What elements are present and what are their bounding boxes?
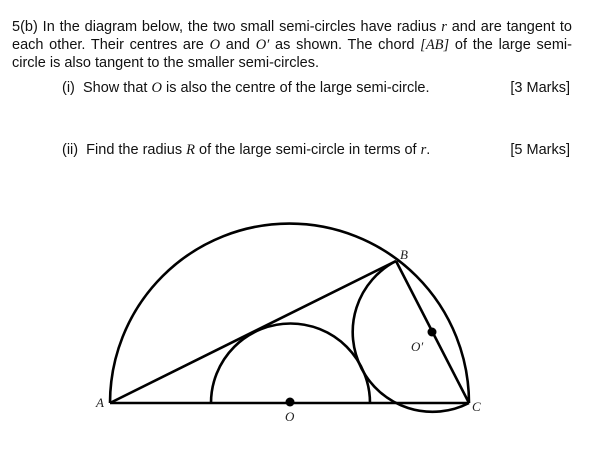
label-a: A bbox=[96, 395, 104, 410]
label-b: B bbox=[400, 247, 408, 262]
symbol-r: r bbox=[441, 19, 447, 35]
intro-text-d: as shown. The chord bbox=[269, 37, 421, 53]
label-o: O bbox=[285, 409, 295, 424]
part-i-text-b: is also the centre of the large semi-circle. bbox=[161, 80, 430, 96]
part-ii-text-b: of the large semi-circle in terms of bbox=[194, 142, 421, 158]
intro-text-b: and are tangent to each other. Their centres are bbox=[12, 19, 572, 53]
label-o-prime: O′ bbox=[411, 339, 424, 354]
part-ii-label: (ii) bbox=[62, 142, 79, 158]
intro-text-e: of the large semi-circle is also tangent to the smaller semi-circles. bbox=[12, 37, 572, 71]
label-c: C bbox=[472, 399, 481, 414]
intro-text-c: and bbox=[220, 37, 256, 53]
part-ii-marks: [5 Marks] bbox=[510, 142, 570, 158]
symbol-o: O bbox=[209, 37, 221, 53]
part-ii-text-a: Find the radius bbox=[86, 142, 187, 158]
symbol-o-prime: O′ bbox=[255, 37, 270, 53]
centre-o-dot bbox=[286, 398, 295, 407]
question-number: 5(b) bbox=[12, 19, 38, 35]
part-ii-text-c: . bbox=[426, 142, 431, 158]
part-i-label: (i) bbox=[62, 80, 75, 96]
part-i-marks: [3 Marks] bbox=[510, 80, 570, 96]
part-ii-symbol-2: r bbox=[420, 142, 427, 158]
symbol-chord-ab: [AB] bbox=[420, 37, 450, 53]
intro-text-a: In the diagram below, the two small semi-circles have radius bbox=[37, 19, 442, 35]
centre-o-prime-dot bbox=[428, 328, 437, 337]
small-semicircle-o bbox=[211, 324, 370, 404]
part-ii-symbol: R bbox=[186, 142, 195, 158]
part-i-text-a: Show that bbox=[82, 80, 152, 96]
small-semicircle-o-prime bbox=[353, 261, 469, 412]
part-i-symbol: O bbox=[151, 80, 162, 96]
